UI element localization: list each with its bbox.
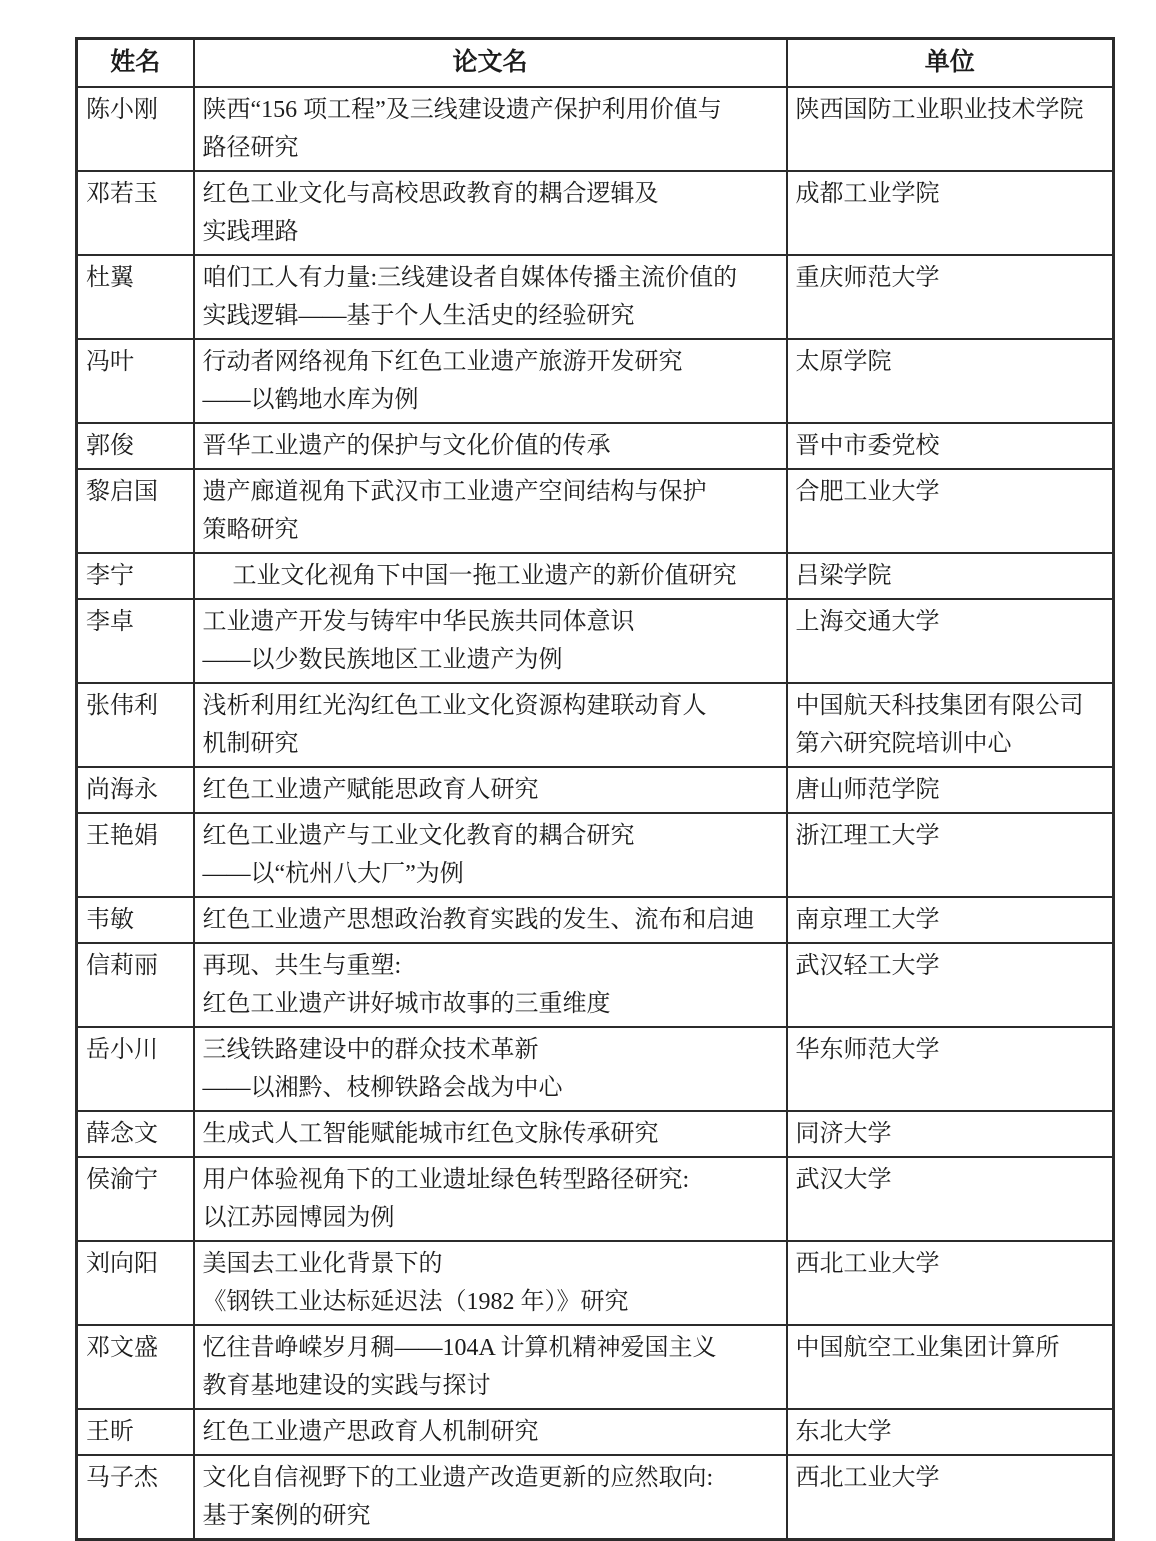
unit-cell: [787, 1455, 1114, 1540]
text-line: 信莉丽: [86, 953, 158, 979]
title-cell: [194, 813, 787, 897]
name-cell: [77, 87, 194, 171]
unit-cell: [787, 87, 1114, 171]
unit-cell: [787, 943, 1114, 1027]
table-row: [77, 767, 1114, 813]
text-line: 红色工业遗产与工业文化教育的耦合研究: [202, 823, 635, 849]
text-line: 红色工业遗产思想政治教育实践的发生、流布和启迪: [202, 907, 755, 933]
text-line: 杜翼: [86, 265, 134, 291]
name-cell: [77, 599, 194, 683]
table-row: [77, 1409, 1114, 1455]
text-line: 实践逻辑——基于个人生活史的经验研究: [202, 303, 635, 329]
name-cell: [77, 813, 194, 897]
text-line: 南京理工大学: [795, 907, 940, 933]
unit-cell: [787, 469, 1114, 553]
table-row: [77, 1027, 1114, 1111]
text-line: ——以少数民族地区工业遗产为例: [202, 647, 563, 673]
title-cell: [194, 943, 787, 1027]
unit-cell: [787, 767, 1114, 813]
title-cell: [194, 683, 787, 767]
text-line: 唐山师范学院: [795, 777, 940, 803]
title-cell: [194, 1325, 787, 1409]
table-row: [77, 813, 1114, 897]
text-line: 陕西“156 项工程”及三线建设遗产保护利用价值与: [202, 97, 722, 123]
text-line: 第六研究院培训中心: [795, 731, 1012, 757]
text-line: 机制研究: [202, 731, 299, 757]
name-cell: [77, 943, 194, 1027]
title-cell: [194, 599, 787, 683]
text-line: 忆往昔峥嵘岁月稠——104A 计算机精神爱国主义: [202, 1335, 717, 1361]
table-row: [77, 553, 1114, 599]
name-cell: [77, 1241, 194, 1325]
name-cell: [77, 469, 194, 553]
text-line: 红色工业遗产讲好城市故事的三重维度: [202, 991, 611, 1017]
text-line: 西北工业大学: [795, 1465, 940, 1491]
name-cell: [77, 339, 194, 423]
table-row: [77, 683, 1114, 767]
text-line: 上海交通大学: [795, 609, 940, 635]
text-line: 红色工业遗产赋能思政育人研究: [202, 777, 539, 803]
text-line: 陈小刚: [86, 97, 158, 123]
text-line: 邓文盛: [86, 1335, 158, 1361]
text-line: 张伟利: [86, 693, 158, 719]
header-row: [77, 39, 1114, 88]
text-line: 中国航天科技集团有限公司: [795, 693, 1084, 719]
text-line: 工业文化视角下中国一拖工业遗产的新价值研究: [202, 563, 737, 589]
text-line: 同济大学: [795, 1121, 892, 1147]
name-cell: [77, 423, 194, 469]
text-line: 吕梁学院: [795, 563, 892, 589]
text-line: 王昕: [86, 1419, 134, 1445]
unit-cell: [787, 1157, 1114, 1241]
table-row: [77, 171, 1114, 255]
unit-cell: [787, 339, 1114, 423]
text-line: 美国去工业化背景下的: [202, 1251, 443, 1277]
unit-cell: [787, 1325, 1114, 1409]
text-line: 遗产廊道视角下武汉市工业遗产空间结构与保护: [202, 479, 707, 505]
name-cell: [77, 1027, 194, 1111]
text-line: 岳小川: [86, 1037, 158, 1063]
text-line: ——以湘黔、枝柳铁路会战为中心: [202, 1075, 563, 1101]
title-cell: [194, 469, 787, 553]
text-line: 教育基地建设的实践与探讨: [202, 1373, 491, 1399]
title-cell: [194, 1111, 787, 1157]
name-cell: [77, 897, 194, 943]
text-line: 晋中市委党校: [795, 433, 940, 459]
title-cell: [194, 339, 787, 423]
text-line: 红色工业遗产思政育人机制研究: [202, 1419, 539, 1445]
text-line: 华东师范大学: [795, 1037, 940, 1063]
title-cell: [194, 423, 787, 469]
title-cell: [194, 1157, 787, 1241]
table-row: [77, 423, 1114, 469]
name-cell: [77, 171, 194, 255]
text-line: 王艳娟: [86, 823, 158, 849]
table-row: [77, 897, 1114, 943]
table-row: [77, 469, 1114, 553]
text-line: 《钢铁工业达标延迟法（1982 年）》研究: [202, 1289, 629, 1315]
table-row: [77, 1111, 1114, 1157]
title-cell: [194, 767, 787, 813]
title-cell: [194, 87, 787, 171]
text-line: 陕西国防工业职业技术学院: [795, 97, 1084, 123]
text-line: 太原学院: [795, 349, 892, 375]
table-row: [77, 1455, 1114, 1540]
text-line: 李卓: [86, 609, 134, 635]
title-cell: [194, 1241, 787, 1325]
name-cell: [77, 1157, 194, 1241]
unit-cell: [787, 1241, 1114, 1325]
title-cell: [194, 1409, 787, 1455]
text-line: 中国航空工业集团计算所: [795, 1335, 1060, 1361]
name-cell: [77, 1455, 194, 1540]
text-line: 策略研究: [202, 517, 299, 543]
unit-cell: [787, 683, 1114, 767]
text-line: 尚海永: [86, 777, 158, 803]
name-cell: [77, 1325, 194, 1409]
name-cell: [77, 767, 194, 813]
text-line: 以江苏园博园为例: [202, 1205, 395, 1231]
unit-cell: [787, 599, 1114, 683]
table-body: [77, 87, 1114, 1540]
name-cell: [77, 683, 194, 767]
text-line: 武汉轻工大学: [795, 953, 940, 979]
table-row: [77, 87, 1114, 171]
text-line: 成都工业学院: [795, 181, 940, 207]
unit-cell: [787, 255, 1114, 339]
table-row: [77, 1325, 1114, 1409]
text-line: 合肥工业大学: [795, 479, 940, 505]
col-header-name: 姓名: [77, 39, 194, 88]
text-line: 东北大学: [795, 1419, 892, 1445]
text-line: 武汉大学: [795, 1167, 892, 1193]
unit-cell: [787, 1027, 1114, 1111]
unit-cell: [787, 171, 1114, 255]
text-line: 侯渝宁: [86, 1167, 158, 1193]
name-cell: [77, 1409, 194, 1455]
text-line: 实践理路: [202, 219, 299, 245]
unit-cell: [787, 897, 1114, 943]
text-line: 文化自信视野下的工业遗产改造更新的应然取向:: [202, 1465, 714, 1491]
unit-cell: [787, 553, 1114, 599]
table-row: [77, 1157, 1114, 1241]
text-line: 韦敏: [86, 907, 134, 933]
text-line: 浅析利用红光沟红色工业文化资源构建联动育人: [202, 693, 707, 719]
col-header-unit: 单位: [787, 39, 1114, 88]
table-row: [77, 339, 1114, 423]
text-line: 刘向阳: [86, 1251, 158, 1277]
text-line: 生成式人工智能赋能城市红色文脉传承研究: [202, 1121, 659, 1147]
text-line: 路径研究: [202, 135, 299, 161]
text-line: 行动者网络视角下红色工业遗产旅游开发研究: [202, 349, 683, 375]
text-line: 晋华工业遗产的保护与文化价值的传承: [202, 433, 611, 459]
title-cell: [194, 897, 787, 943]
text-line: 西北工业大学: [795, 1251, 940, 1277]
text-line: ——以鹤地水库为例: [202, 387, 419, 413]
text-line: 冯叶: [86, 349, 134, 375]
text-line: ——以“杭州八大厂”为例: [202, 861, 464, 887]
text-line: 工业遗产开发与铸牢中华民族共同体意识: [202, 609, 635, 635]
title-cell: [194, 553, 787, 599]
table-row: [77, 1241, 1114, 1325]
title-cell: [194, 171, 787, 255]
name-cell: [77, 1111, 194, 1157]
name-cell: [77, 553, 194, 599]
table-row: [77, 943, 1114, 1027]
text-line: 用户体验视角下的工业遗址绿色转型路径研究:: [202, 1167, 690, 1193]
col-header-title: 论文名: [194, 39, 787, 88]
table-row: [77, 599, 1114, 683]
title-cell: [194, 255, 787, 339]
table-header: [77, 39, 1114, 88]
title-cell: [194, 1455, 787, 1540]
papers-table: [75, 37, 1115, 1541]
table-row: [77, 255, 1114, 339]
text-line: 浙江理工大学: [795, 823, 940, 849]
unit-cell: [787, 1111, 1114, 1157]
text-line: 红色工业文化与高校思政教育的耦合逻辑及: [202, 181, 659, 207]
text-line: 黎启国: [86, 479, 158, 505]
text-line: 三线铁路建设中的群众技术革新: [202, 1037, 539, 1063]
text-line: 薛念文: [86, 1121, 158, 1147]
text-line: 重庆师范大学: [795, 265, 940, 291]
name-cell: [77, 255, 194, 339]
title-cell: [194, 1027, 787, 1111]
unit-cell: [787, 813, 1114, 897]
text-line: 基于案例的研究: [202, 1503, 371, 1529]
unit-cell: [787, 1409, 1114, 1455]
text-line: 李宁: [86, 563, 134, 589]
text-line: 马子杰: [86, 1465, 158, 1491]
text-line: 咱们工人有力量:三线建设者自媒体传播主流价值的: [202, 265, 738, 291]
unit-cell: [787, 423, 1114, 469]
text-line: 郭俊: [86, 433, 134, 459]
text-line: 邓若玉: [86, 181, 158, 207]
text-line: 再现、共生与重塑:: [202, 953, 402, 979]
